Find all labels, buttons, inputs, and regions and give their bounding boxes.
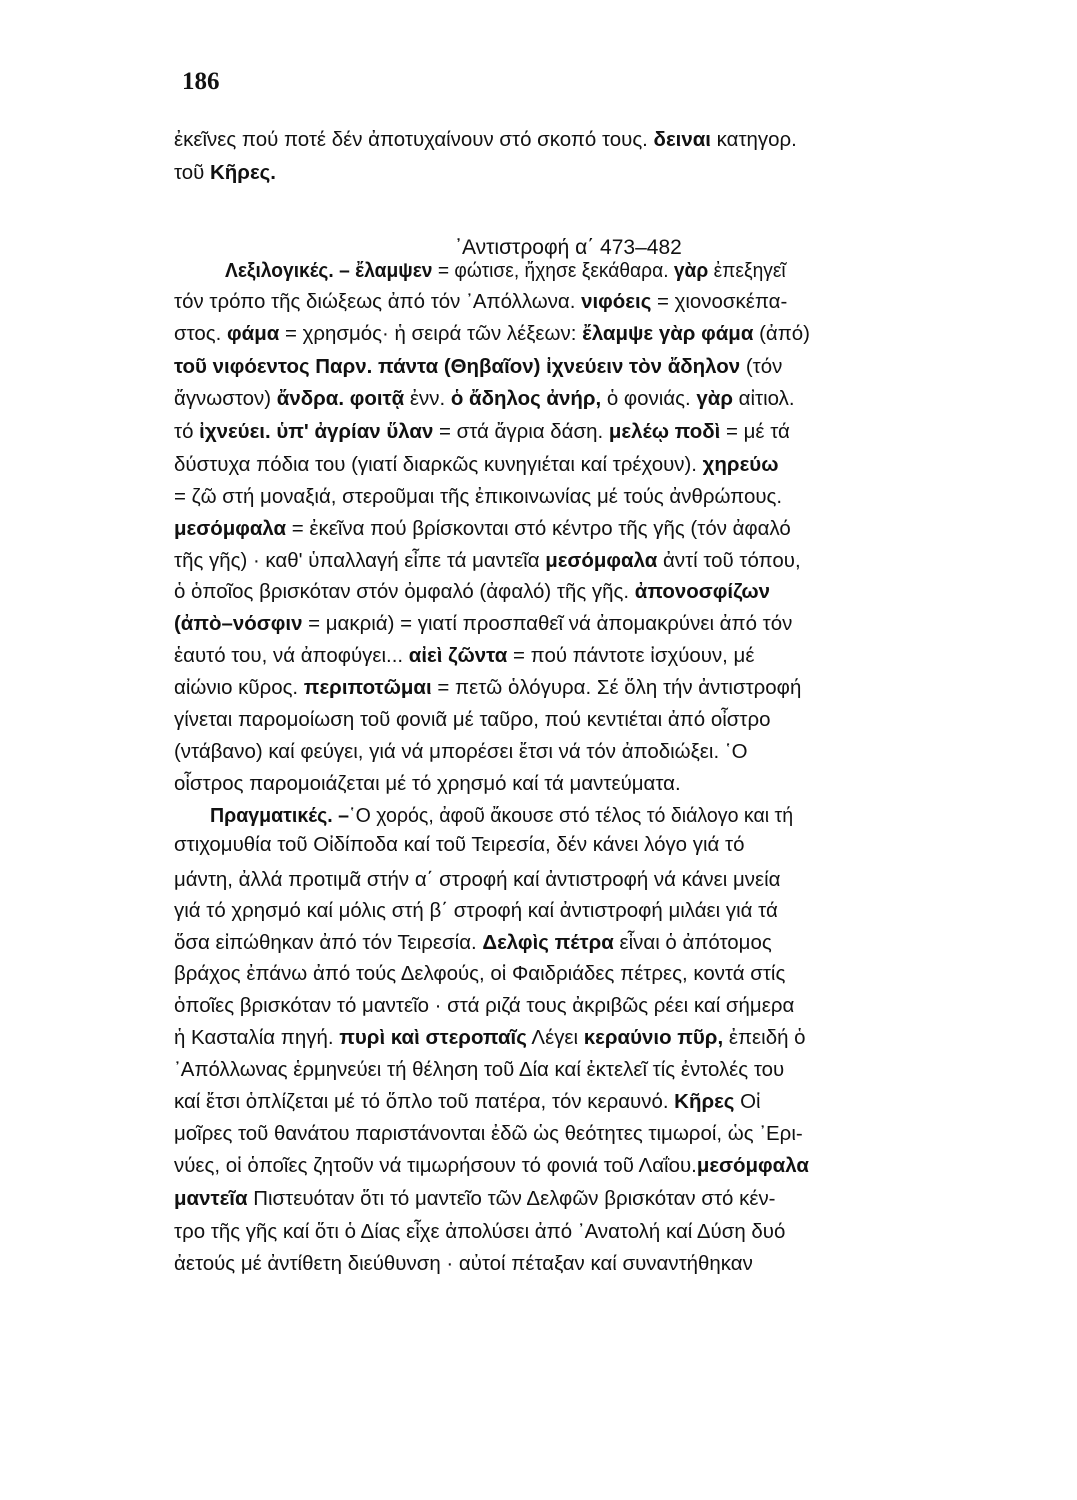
text-run: ὁ ὁποῖος βρισκόταν στόν ὀμφαλό (ἀφαλό) τῆς γῆς.: [174, 580, 635, 603]
section-heading: ᾿Αντιστροφή α΄ 473–482: [455, 236, 682, 259]
text-line: [174, 933, 1014, 954]
text-line: [174, 1124, 1014, 1145]
bold-term: νιφόεις: [581, 290, 652, 313]
bold-term: περιποτῶμαι: [303, 676, 432, 699]
text-run: = χιονοσκέπα-: [651, 290, 788, 313]
text-line: [225, 261, 1014, 282]
text-line: [174, 551, 1014, 572]
bold-term: πυρὶ καὶ στεροπαῖς: [339, 1026, 527, 1049]
text-run: ἀετούς μέ ἀντίθετη διεύθυνση · αὐτοί πέταξαν καί συναντήθηκαν: [174, 1252, 753, 1275]
text-line: [174, 774, 1014, 795]
bold-term: μεσόμφαλα: [545, 549, 658, 572]
text-run: μάντη, ἀλλά προτιμᾶ στήν α΄ στροφή καί ἀντιστροφή νά κάνει μνεία: [174, 868, 781, 891]
text-line: [174, 292, 1014, 313]
text-run: ἄγνωστον): [174, 387, 277, 410]
text-run: = μέ τά: [720, 420, 790, 443]
text-run: ᾿Απόλλωνας ἑρμηνεύει τή θέληση τοῦ Δία καί ἐκτελεῖ τίς ἐντολές του: [174, 1058, 785, 1081]
text-run: στος.: [174, 322, 228, 345]
text-line: [174, 646, 1014, 667]
bold-term: χηρεύω: [702, 453, 779, 476]
text-line: [174, 130, 1014, 151]
bold-term: φάμα: [227, 322, 280, 345]
text-run: γίνεται παρομοίωση τοῦ φονιᾶ μέ ταῦρο, πού κεντιέται ἀπό οἶστρο: [174, 708, 771, 731]
text-run: στιχομυθία τοῦ Οἰδίποδα καί τοῦ Τειρεσία, δέν κάνει λόγο γιά τό: [174, 833, 745, 856]
text-run: = χρησμός· ἡ σειρά τῶν λέξεων:: [279, 322, 583, 345]
text-line: [174, 582, 1014, 603]
bold-term: ἰχνεύει. ὑπ' ἀγρίαν ὕλαν: [199, 420, 434, 443]
bold-term: (ἀπὸ–νόσφιν: [174, 612, 303, 635]
bold-term: ἔλαμψε γὰρ φάμα: [582, 322, 754, 345]
text-line: [174, 519, 1014, 540]
text-run: οἶστρος παρομοιάζεται μέ τό χρησμό καί τά μαντεύματα.: [174, 772, 681, 795]
text-line: [174, 614, 1014, 635]
bold-term: Λεξιλογικές. – ἔλαμψεν: [225, 259, 433, 282]
bold-term: μελέῳ ποδὶ: [608, 420, 721, 443]
text-run: βράχος ἐπάνω ἀπό τούς Δελφούς, οἱ Φαιδριάδες πέτρες, κοντά στίς: [174, 962, 786, 985]
text-run: Πιστευόταν ὅτι τό μαντεῖο τῶν Δελφῶν βρισκόταν στό κέν-: [247, 1187, 776, 1210]
text-run: αἰώνιο κῦρος.: [174, 676, 304, 699]
text-line: [174, 163, 1014, 184]
text-run: = ἐκεῖνα πού βρίσκονται στό κέντρο τῆς γῆς (τόν ἀφαλό: [286, 517, 791, 540]
text-run: (τόν: [740, 355, 783, 378]
text-line: [174, 1222, 1014, 1243]
bold-term: μαντεῖα: [174, 1187, 248, 1210]
text-run: ὁποῖες βρισκόταν τό μαντεῖο · στά ριζά τους ἀκριβῶς ρέει καί σήμερα: [174, 994, 795, 1017]
text-line: [174, 357, 1014, 378]
bold-term: τοῦ νιφόεντος Παρν. πάντα (Θηβαῖον) ἰχνεύειν τὸν ἄδηλον: [174, 355, 741, 378]
text-run: τῆς γῆς) · καθ' ὑπαλλαγή εἶπε τά μαντεῖα: [174, 549, 546, 572]
text-line: [174, 1189, 1014, 1210]
text-run: = μακριά) = γιατί προσπαθεῖ νά ἀπομακρύνει ἀπό τόν: [302, 612, 793, 635]
text-run: ἐνν.: [404, 387, 451, 410]
text-line: [174, 1254, 1014, 1275]
bold-term: ἄνδρα. φοιτᾷ: [276, 387, 405, 410]
text-run: αἰτιολ.: [732, 387, 795, 410]
bold-term: Πραγματικές. –: [210, 804, 350, 827]
text-run: = πού πάντοτε ἰσχύουν, μέ: [507, 644, 755, 667]
text-run: ἐπεξηγεῖ: [708, 259, 786, 282]
text-line: [174, 901, 1014, 922]
text-run: ἀντί τοῦ τόπου,: [657, 549, 801, 572]
bold-term: Κῆρες.: [210, 161, 276, 184]
text-run: Λέγει: [526, 1026, 584, 1049]
text-run: = πετῶ ὁλόγυρα. Σέ ὅλη τήν ἀντιστροφή: [431, 676, 802, 699]
text-line: [210, 806, 1014, 827]
text-line: [174, 742, 1014, 763]
bold-term: Δελφὶς πέτρα: [482, 931, 614, 954]
text-run: = φώτισε, ἤχησε ξεκάθαρα.: [432, 259, 674, 282]
text-line: [174, 996, 1014, 1017]
text-line: [174, 389, 1014, 410]
bold-term: αἰεὶ ζῶντα: [408, 644, 508, 667]
text-line: [174, 678, 1014, 699]
text-run: (ἀπό): [753, 322, 811, 345]
text-line: [174, 835, 1014, 856]
text-run: τοῦ: [174, 161, 211, 184]
text-line: [174, 455, 1014, 476]
text-line: [174, 1028, 1014, 1049]
text-run: ῾Ο χορός, ἀφοῦ ἄκουσε στό τέλος τό διάλογο και τή: [349, 804, 794, 827]
text-line: [174, 324, 1014, 345]
bold-term: δειναι: [653, 128, 711, 151]
text-line: [174, 1156, 1014, 1177]
text-line: [174, 422, 1014, 443]
text-run: ἑαυτό του, νά ἀποφύγει...: [174, 644, 409, 667]
text-run: γιά τό χρησμό καί μόλις στή β΄ στροφή καί ἀντιστροφή μιλάει γιά τά: [174, 899, 778, 922]
text-run: εἶναι ὁ ἀπότομος: [613, 931, 772, 954]
bold-term: γὰρ: [673, 259, 709, 282]
text-line: [174, 870, 1014, 891]
text-run: μοῖρες τοῦ θανάτου παριστάνονται ἐδῶ ὡς θεότητες τιμωροί, ὡς ᾿Ερι-: [174, 1122, 803, 1145]
bold-term: μεσόμφαλα: [696, 1154, 809, 1177]
text-run: Οἱ: [734, 1090, 761, 1113]
text-run: κατηγορ.: [710, 128, 797, 151]
text-run: ὅσα εἰπώθηκαν ἀπό τόν Τειρεσία.: [174, 931, 483, 954]
text-run: = στά ἄγρια δάση.: [433, 420, 609, 443]
text-run: ἐπειδή ὁ: [723, 1026, 806, 1049]
bold-term: Κῆρες: [674, 1090, 735, 1113]
text-line: [174, 1060, 1014, 1081]
page-number: 186: [182, 68, 220, 95]
text-line: [174, 964, 1014, 985]
text-run: ἐκεῖνες πού ποτέ δέν ἀποτυχαίνουν στό σκοπό τους.: [174, 128, 654, 151]
text-run: = ζῶ στή μοναξιά, στεροῦμαι τῆς ἐπικοινωνίας μέ τούς ἀνθρώπους.: [174, 485, 783, 508]
bold-term: κεραύνιο πῦρ,: [583, 1026, 724, 1049]
bold-term: ὁ ἄδηλος ἀνήρ,: [450, 387, 602, 410]
text-run: τόν τρόπο τῆς διώξεως ἀπό τόν ᾿Απόλλωνα.: [174, 290, 582, 313]
text-run: ὁ φονιάς.: [601, 387, 697, 410]
bold-term: ἀπονοσφίζων: [634, 580, 770, 603]
bold-term: μεσόμφαλα: [174, 517, 287, 540]
text-line: [174, 487, 1014, 508]
text-run: ἡ Κασταλία πηγή.: [174, 1026, 340, 1049]
bold-term: γὰρ: [696, 387, 733, 410]
text-run: τρο τῆς γῆς καί ὅτι ὁ Δίας εἶχε ἀπολύσει ἀπό ᾿Ανατολή καί Δύση δυό: [174, 1220, 786, 1243]
text-run: καί ἔτσι ὁπλίζεται μέ τό ὅπλο τοῦ πατέρα, τόν κεραυνό.: [174, 1090, 675, 1113]
text-run: (ντάβανο) καί φεύγει, γιά νά μπορέσει ἔτσι νά τόν ἀποδιώξει. ῾Ο: [174, 740, 748, 763]
text-run: νύες, οἱ ὁποῖες ζητοῦν νά τιμωρήσουν τό φονιά τοῦ Λαΐου.: [174, 1154, 697, 1177]
text-run: τό: [174, 420, 200, 443]
text-line: [174, 710, 1014, 731]
text-line: [174, 1092, 1014, 1113]
text-run: δύστυχα πόδια του (γιατί διαρκῶς κυνηγιέται καί τρέχουν).: [174, 453, 703, 476]
